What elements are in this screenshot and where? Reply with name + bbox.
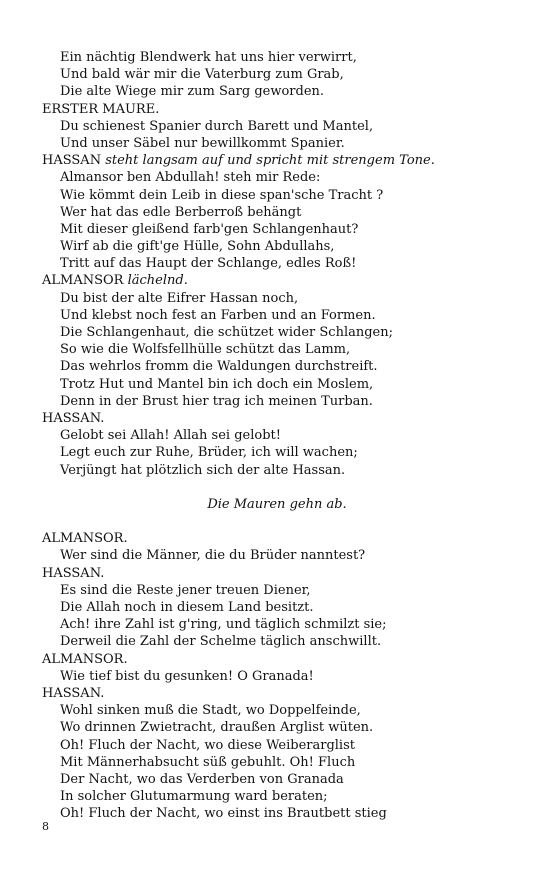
- verse-line: Der Nacht, wo das Verderben von Granada: [60, 771, 344, 787]
- verse-line: Mit dieser gleißend farb'gen Schlangenhaut?: [60, 221, 359, 237]
- verse-line: So wie die Wolfsfellhülle schützt das Lamm,: [60, 342, 351, 358]
- verse-line: Die Allah noch in diesem Land besitzt.: [60, 600, 314, 615]
- verse-line: Ein nächtig Blendwerk hat uns hier verwirrt,: [60, 50, 357, 65]
- speaker-name: ALMANSOR.: [42, 651, 128, 667]
- verse-line: Legt euch zur Ruhe, Brüder, ich will wachen;: [60, 445, 358, 461]
- verse-line: Wirf ab die gift'ge Hülle, Sohn Abdullahs,: [60, 239, 335, 255]
- verse-line: Gelobt sei Allah! Allah sei gelobt!: [60, 428, 281, 444]
- verse-line: Die Schlangenhaut, die schützet wider Schlangen;: [60, 325, 393, 340]
- verse-line: Tritt auf das Haupt der Schlange, edles Roß!: [60, 256, 357, 272]
- verse-line: Oh! Fluch der Nacht, wo diese Weiberarglist: [60, 737, 355, 753]
- verse-line: Es sind die Reste jener treuen Diener,: [60, 582, 311, 598]
- speaker-name: HASSAN.: [42, 565, 105, 581]
- verse-line: Du bist der alte Eifrer Hassan noch,: [60, 290, 299, 306]
- verse-line: Wie kömmt dein Leib in diese span'sche Tracht ?: [60, 187, 384, 203]
- stage-direction: steht langsam auf und spricht mit strengem Tone.: [105, 153, 435, 169]
- verse-line: Almansor ben Abdullah! steh mir Rede:: [60, 170, 321, 186]
- speaker-name: ALMANSOR.: [42, 531, 128, 547]
- speaker-name: ALMANSOR: [42, 273, 124, 289]
- verse-line: Wer sind die Männer, die du Brüder nanntest?: [60, 548, 366, 564]
- speaker-name: HASSAN.: [42, 685, 105, 701]
- verse-line: Derweil die Zahl der Schelme täglich anschwillt.: [60, 634, 382, 650]
- verse-line: Wie tief bist du gesunken! O Granada!: [60, 668, 314, 684]
- drama-text-block: [42, 49, 512, 822]
- speaker-with-direction: [42, 272, 512, 289]
- verse-line: Trotz Hut und Mantel bin ich doch ein Moslem,: [60, 376, 374, 392]
- verse-line: In solcher Glutumarmung ward beraten;: [60, 789, 328, 805]
- verse-line: Denn in der Brust hier trag ich meinen Turban.: [60, 393, 373, 409]
- verse-line: Das wehrlos fromm die Waldungen durchstreift.: [60, 359, 378, 375]
- blank-line: [42, 513, 512, 530]
- verse-line: Du schienest Spanier durch Barett und Mantel,: [60, 118, 374, 134]
- verse-line: Und unser Säbel nur bewillkommt Spanier.: [60, 135, 345, 151]
- page-number: 8: [42, 820, 49, 833]
- verse-line: Wo drinnen Zwietracht, draußen Arglist wüten.: [60, 720, 374, 736]
- verse-line: Und bald wär mir die Vaterburg zum Grab,: [60, 67, 344, 83]
- speaker-name: HASSAN: [42, 153, 102, 169]
- speaker-name: ERSTER MAURE.: [42, 101, 160, 117]
- stage-direction: lächelnd.: [127, 273, 188, 289]
- verse-line: Ach! ihre Zahl ist g'ring, und täglich schmilzt sie;: [60, 617, 387, 633]
- verse-line: Oh! Fluch der Nacht, wo einst ins Brautbett stieg: [60, 806, 387, 822]
- stage-direction-centered: Die Mauren gehn ab.: [207, 496, 347, 512]
- blank-line: [42, 479, 512, 496]
- verse-line: Wer hat das edle Berberroß behängt: [60, 204, 302, 220]
- speaker-with-direction: [42, 152, 512, 169]
- verse-line: Mit Männerhabsucht süß gebuhlt. Oh! Fluch: [60, 754, 356, 770]
- verse-line: Verjüngt hat plötzlich sich der alte Hassan.: [60, 462, 346, 478]
- verse-line: Und klebst noch fest an Farben und an Formen.: [60, 307, 376, 323]
- speaker-name: HASSAN.: [42, 410, 105, 426]
- verse-line: Die alte Wiege mir zum Sarg geworden.: [60, 84, 325, 100]
- verse-line: Wohl sinken muß die Stadt, wo Doppelfeinde,: [60, 703, 361, 719]
